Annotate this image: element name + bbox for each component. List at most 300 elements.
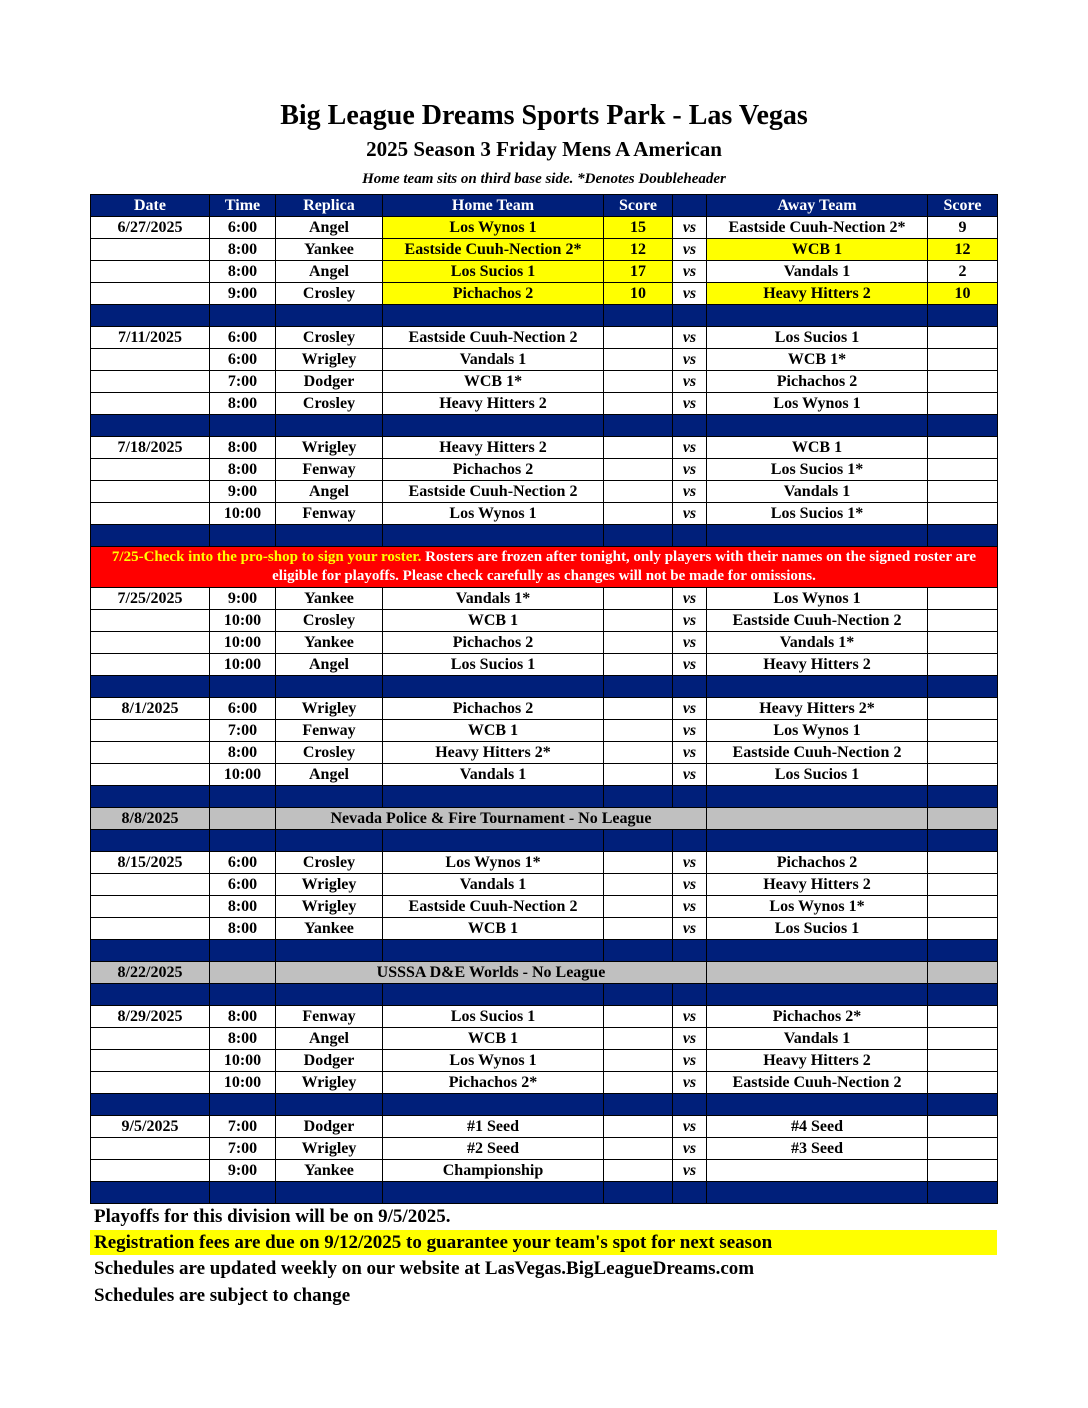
home-score	[604, 481, 673, 503]
game-date	[91, 1160, 210, 1182]
home-team: Vandals 1	[383, 874, 604, 896]
home-score	[604, 349, 673, 371]
game-row	[91, 459, 998, 481]
game-time: 7:00	[210, 720, 276, 742]
home-score	[604, 764, 673, 786]
separator-cell	[604, 415, 673, 437]
away-score: 2	[928, 261, 998, 283]
separator-cell	[928, 1094, 998, 1116]
game-time: 8:00	[210, 1006, 276, 1028]
away-score	[928, 852, 998, 874]
separator-cell	[928, 786, 998, 808]
separator-cell	[276, 305, 383, 327]
game-replica: Dodger	[276, 1050, 383, 1072]
game-replica: Crosley	[276, 610, 383, 632]
home-score: 17	[604, 261, 673, 283]
separator-row	[91, 1182, 998, 1204]
away-score	[928, 1006, 998, 1028]
separator-cell	[604, 305, 673, 327]
away-score	[928, 918, 998, 940]
home-team: WCB 1*	[383, 371, 604, 393]
away-team: Los Sucios 1*	[707, 459, 928, 481]
vs-label: vs	[673, 239, 707, 261]
vs-label: vs	[673, 371, 707, 393]
away-score	[928, 1138, 998, 1160]
away-team	[707, 1160, 928, 1182]
separator-cell	[604, 940, 673, 962]
playoffs-note: Playoffs for this division will be on 9/5/2025.	[94, 1206, 451, 1227]
no-league-row	[91, 808, 998, 830]
away-score	[928, 1050, 998, 1072]
separator-cell	[928, 830, 998, 852]
home-score	[604, 654, 673, 676]
separator-cell	[928, 940, 998, 962]
home-team: Vandals 1	[383, 349, 604, 371]
game-replica: Angel	[276, 261, 383, 283]
game-date	[91, 1072, 210, 1094]
separator-cell	[276, 676, 383, 698]
home-team: Pichachos 2	[383, 632, 604, 654]
game-date: 8/15/2025	[91, 852, 210, 874]
game-time: 10:00	[210, 610, 276, 632]
separator-cell	[210, 1094, 276, 1116]
game-replica: Wrigley	[276, 896, 383, 918]
away-team: Heavy Hitters 2	[707, 1050, 928, 1072]
game-time: 8:00	[210, 261, 276, 283]
vs-label: vs	[673, 632, 707, 654]
separator-cell	[383, 940, 604, 962]
game-replica: Yankee	[276, 632, 383, 654]
separator-cell	[604, 525, 673, 547]
col-home-score: Score	[604, 195, 673, 217]
separator-cell	[707, 676, 928, 698]
game-time: 10:00	[210, 1072, 276, 1094]
game-row	[91, 481, 998, 503]
home-score	[604, 1050, 673, 1072]
away-team: WCB 1*	[707, 349, 928, 371]
vs-label: vs	[673, 1138, 707, 1160]
game-date	[91, 481, 210, 503]
game-row	[91, 239, 998, 261]
home-team: Eastside Cuuh-Nection 2*	[383, 239, 604, 261]
away-team: Los Wynos 1	[707, 588, 928, 610]
vs-label: vs	[673, 654, 707, 676]
game-replica: Yankee	[276, 1160, 383, 1182]
separator-cell	[210, 1182, 276, 1204]
separator-row	[91, 940, 998, 962]
no-league-row	[91, 962, 998, 984]
game-replica: Wrigley	[276, 874, 383, 896]
home-score	[604, 874, 673, 896]
away-team: Los Wynos 1	[707, 393, 928, 415]
page-subtitle: 2025 Season 3 Friday Mens A American	[366, 137, 722, 161]
game-time: 8:00	[210, 742, 276, 764]
home-team: Los Wynos 1*	[383, 852, 604, 874]
game-date: 6/27/2025	[91, 217, 210, 239]
game-row	[91, 632, 998, 654]
away-score: 9	[928, 217, 998, 239]
game-time: 8:00	[210, 459, 276, 481]
vs-label: vs	[673, 852, 707, 874]
away-team: Los Sucios 1	[707, 327, 928, 349]
vs-label: vs	[673, 393, 707, 415]
game-date	[91, 742, 210, 764]
home-score	[604, 588, 673, 610]
game-date	[91, 1050, 210, 1072]
game-replica: Angel	[276, 1028, 383, 1050]
game-date: 8/29/2025	[91, 1006, 210, 1028]
game-date: 7/25/2025	[91, 588, 210, 610]
away-team: Los Sucios 1	[707, 918, 928, 940]
home-team: Heavy Hitters 2*	[383, 742, 604, 764]
game-replica: Wrigley	[276, 698, 383, 720]
vs-label: vs	[673, 437, 707, 459]
away-team: Heavy Hitters 2	[707, 654, 928, 676]
separator-cell	[383, 830, 604, 852]
col-replica: Replica	[276, 195, 383, 217]
game-time: 8:00	[210, 918, 276, 940]
away-team: Heavy Hitters 2	[707, 874, 928, 896]
separator-cell	[383, 305, 604, 327]
home-team: Heavy Hitters 2	[383, 393, 604, 415]
col-away-score: Score	[928, 195, 998, 217]
separator-cell	[673, 940, 707, 962]
home-team: #2 Seed	[383, 1138, 604, 1160]
game-date	[91, 720, 210, 742]
game-time: 10:00	[210, 632, 276, 654]
game-replica: Dodger	[276, 1116, 383, 1138]
game-time: 8:00	[210, 437, 276, 459]
separator-cell	[707, 1094, 928, 1116]
separator-cell	[673, 305, 707, 327]
separator-cell	[604, 984, 673, 1006]
vs-label: vs	[673, 610, 707, 632]
separator-cell	[928, 415, 998, 437]
home-score: 12	[604, 239, 673, 261]
separator-cell	[383, 525, 604, 547]
separator-row	[91, 415, 998, 437]
away-score	[928, 654, 998, 676]
game-replica: Crosley	[276, 327, 383, 349]
game-row	[91, 261, 998, 283]
home-team: Pichachos 2	[383, 283, 604, 305]
game-row	[91, 1028, 998, 1050]
separator-cell	[383, 1094, 604, 1116]
game-date	[91, 874, 210, 896]
event-time	[210, 962, 276, 984]
home-team: Los Wynos 1	[383, 503, 604, 525]
away-team: #4 Seed	[707, 1116, 928, 1138]
vs-label: vs	[673, 720, 707, 742]
separator-cell	[210, 940, 276, 962]
game-row	[91, 371, 998, 393]
separator-cell	[91, 830, 210, 852]
separator-cell	[91, 1182, 210, 1204]
separator-row	[91, 1094, 998, 1116]
vs-label: vs	[673, 261, 707, 283]
away-team: Vandals 1*	[707, 632, 928, 654]
game-row	[91, 1006, 998, 1028]
separator-cell	[276, 984, 383, 1006]
game-replica: Crosley	[276, 393, 383, 415]
game-row	[91, 1160, 998, 1182]
away-score	[928, 349, 998, 371]
away-team: Heavy Hitters 2	[707, 283, 928, 305]
col-date: Date	[91, 195, 210, 217]
game-replica: Wrigley	[276, 1072, 383, 1094]
away-team: Los Wynos 1*	[707, 896, 928, 918]
game-replica: Yankee	[276, 588, 383, 610]
separator-cell	[673, 1094, 707, 1116]
home-score	[604, 371, 673, 393]
game-time: 9:00	[210, 1160, 276, 1182]
game-date	[91, 459, 210, 481]
game-date	[91, 610, 210, 632]
game-time: 6:00	[210, 698, 276, 720]
home-score	[604, 1160, 673, 1182]
game-time: 6:00	[210, 874, 276, 896]
home-team: Los Sucios 1	[383, 1006, 604, 1028]
game-time: 8:00	[210, 239, 276, 261]
away-score	[928, 632, 998, 654]
away-score	[928, 1160, 998, 1182]
game-row	[91, 588, 998, 610]
vs-label: vs	[673, 283, 707, 305]
away-score	[928, 481, 998, 503]
game-replica: Angel	[276, 764, 383, 786]
game-replica: Crosley	[276, 852, 383, 874]
vs-label: vs	[673, 1116, 707, 1138]
game-row	[91, 327, 998, 349]
away-score	[928, 327, 998, 349]
vs-label: vs	[673, 896, 707, 918]
game-date	[91, 349, 210, 371]
game-time: 10:00	[210, 503, 276, 525]
home-team: Vandals 1*	[383, 588, 604, 610]
away-score	[928, 1116, 998, 1138]
game-time: 8:00	[210, 1028, 276, 1050]
home-score	[604, 503, 673, 525]
away-score	[928, 720, 998, 742]
game-time: 7:00	[210, 1116, 276, 1138]
separator-cell	[91, 940, 210, 962]
separator-cell	[276, 786, 383, 808]
game-replica: Fenway	[276, 503, 383, 525]
away-team: Heavy Hitters 2*	[707, 698, 928, 720]
separator-cell	[91, 676, 210, 698]
away-score: 10	[928, 283, 998, 305]
separator-cell	[673, 984, 707, 1006]
game-date	[91, 632, 210, 654]
separator-cell	[928, 676, 998, 698]
home-score	[604, 698, 673, 720]
separator-cell	[928, 1182, 998, 1204]
game-time: 9:00	[210, 283, 276, 305]
col-home-team: Home Team	[383, 195, 604, 217]
game-row	[91, 874, 998, 896]
vs-label: vs	[673, 459, 707, 481]
col-vs	[673, 195, 707, 217]
event-time	[210, 808, 276, 830]
home-team: Los Wynos 1	[383, 217, 604, 239]
home-score	[604, 1072, 673, 1094]
away-team: Pichachos 2	[707, 371, 928, 393]
game-row	[91, 349, 998, 371]
separator-cell	[210, 676, 276, 698]
away-team: Eastside Cuuh-Nection 2*	[707, 217, 928, 239]
game-time: 10:00	[210, 654, 276, 676]
separator-row	[91, 525, 998, 547]
vs-label: vs	[673, 874, 707, 896]
game-replica: Wrigley	[276, 437, 383, 459]
event-away-score	[928, 808, 998, 830]
separator-cell	[707, 1182, 928, 1204]
game-row	[91, 720, 998, 742]
game-row	[91, 393, 998, 415]
home-score	[604, 720, 673, 742]
schedule-note: Home team sits on third base side. *Denotes Doubleheader	[362, 171, 726, 187]
away-team: Pichachos 2	[707, 852, 928, 874]
separator-cell	[928, 305, 998, 327]
separator-cell	[604, 1182, 673, 1204]
home-score	[604, 632, 673, 654]
vs-label: vs	[673, 1160, 707, 1182]
separator-cell	[91, 415, 210, 437]
home-team: Eastside Cuuh-Nection 2	[383, 481, 604, 503]
separator-cell	[383, 415, 604, 437]
vs-label: vs	[673, 1006, 707, 1028]
game-time: 8:00	[210, 393, 276, 415]
away-team: WCB 1	[707, 437, 928, 459]
separator-cell	[673, 830, 707, 852]
separator-cell	[91, 305, 210, 327]
game-date	[91, 261, 210, 283]
vs-label: vs	[673, 742, 707, 764]
event-away	[707, 808, 928, 830]
game-row	[91, 283, 998, 305]
event-away-score	[928, 962, 998, 984]
vs-label: vs	[673, 588, 707, 610]
game-date: 9/5/2025	[91, 1116, 210, 1138]
game-replica: Yankee	[276, 918, 383, 940]
separator-cell	[276, 830, 383, 852]
away-score	[928, 1028, 998, 1050]
separator-row	[91, 676, 998, 698]
home-score	[604, 896, 673, 918]
game-time: 9:00	[210, 481, 276, 503]
home-score	[604, 327, 673, 349]
home-team: Pichachos 2*	[383, 1072, 604, 1094]
game-date: 7/18/2025	[91, 437, 210, 459]
event-text: Nevada Police & Fire Tournament - No League	[276, 808, 707, 830]
home-team: Eastside Cuuh-Nection 2	[383, 327, 604, 349]
game-row	[91, 217, 998, 239]
separator-cell	[276, 525, 383, 547]
game-replica: Wrigley	[276, 349, 383, 371]
separator-cell	[707, 525, 928, 547]
home-score	[604, 918, 673, 940]
game-replica: Angel	[276, 217, 383, 239]
separator-cell	[604, 1094, 673, 1116]
game-date	[91, 239, 210, 261]
separator-cell	[673, 1182, 707, 1204]
separator-cell	[707, 305, 928, 327]
home-score	[604, 1138, 673, 1160]
vs-label: vs	[673, 349, 707, 371]
home-score	[604, 1006, 673, 1028]
away-team: Eastside Cuuh-Nection 2	[707, 610, 928, 632]
away-team: Vandals 1	[707, 1028, 928, 1050]
game-time: 6:00	[210, 327, 276, 349]
home-score	[604, 852, 673, 874]
game-date	[91, 393, 210, 415]
separator-cell	[276, 940, 383, 962]
away-score	[928, 874, 998, 896]
separator-cell	[210, 415, 276, 437]
vs-label: vs	[673, 1072, 707, 1094]
separator-cell	[210, 305, 276, 327]
away-score	[928, 371, 998, 393]
vs-label: vs	[673, 698, 707, 720]
separator-row	[91, 984, 998, 1006]
game-date	[91, 896, 210, 918]
game-replica: Dodger	[276, 371, 383, 393]
game-date	[91, 764, 210, 786]
home-score	[604, 1028, 673, 1050]
away-team: Los Sucios 1*	[707, 503, 928, 525]
game-row	[91, 852, 998, 874]
game-replica: Angel	[276, 654, 383, 676]
home-team: Los Sucios 1	[383, 261, 604, 283]
home-team: WCB 1	[383, 918, 604, 940]
separator-cell	[91, 1094, 210, 1116]
separator-cell	[707, 415, 928, 437]
separator-cell	[673, 415, 707, 437]
game-row	[91, 503, 998, 525]
game-time: 7:00	[210, 1138, 276, 1160]
separator-cell	[91, 786, 210, 808]
away-score	[928, 459, 998, 481]
game-date	[91, 1028, 210, 1050]
game-row	[91, 742, 998, 764]
home-team: Pichachos 2	[383, 459, 604, 481]
separator-cell	[210, 786, 276, 808]
schedule-table	[90, 194, 998, 1204]
separator-cell	[383, 984, 604, 1006]
game-row	[91, 1050, 998, 1072]
home-score	[604, 437, 673, 459]
registration-note: Registration fees are due on 9/12/2025 to guarantee your team's spot for next season	[90, 1230, 997, 1255]
separator-cell	[383, 1182, 604, 1204]
away-score: 12	[928, 239, 998, 261]
home-team: WCB 1	[383, 1028, 604, 1050]
home-score	[604, 742, 673, 764]
game-time: 9:00	[210, 588, 276, 610]
separator-cell	[707, 786, 928, 808]
away-score	[928, 588, 998, 610]
game-row	[91, 896, 998, 918]
notice-text: Rosters are frozen after tonight, only players with their names on the signed roster are eligible for playoffs. Please check carefully as changes will not be made for omissions.	[272, 549, 977, 584]
home-score	[604, 610, 673, 632]
game-date	[91, 371, 210, 393]
game-date	[91, 1138, 210, 1160]
home-score: 10	[604, 283, 673, 305]
home-team: #1 Seed	[383, 1116, 604, 1138]
game-time: 10:00	[210, 764, 276, 786]
game-date: 8/1/2025	[91, 698, 210, 720]
away-score	[928, 1072, 998, 1094]
away-score	[928, 896, 998, 918]
